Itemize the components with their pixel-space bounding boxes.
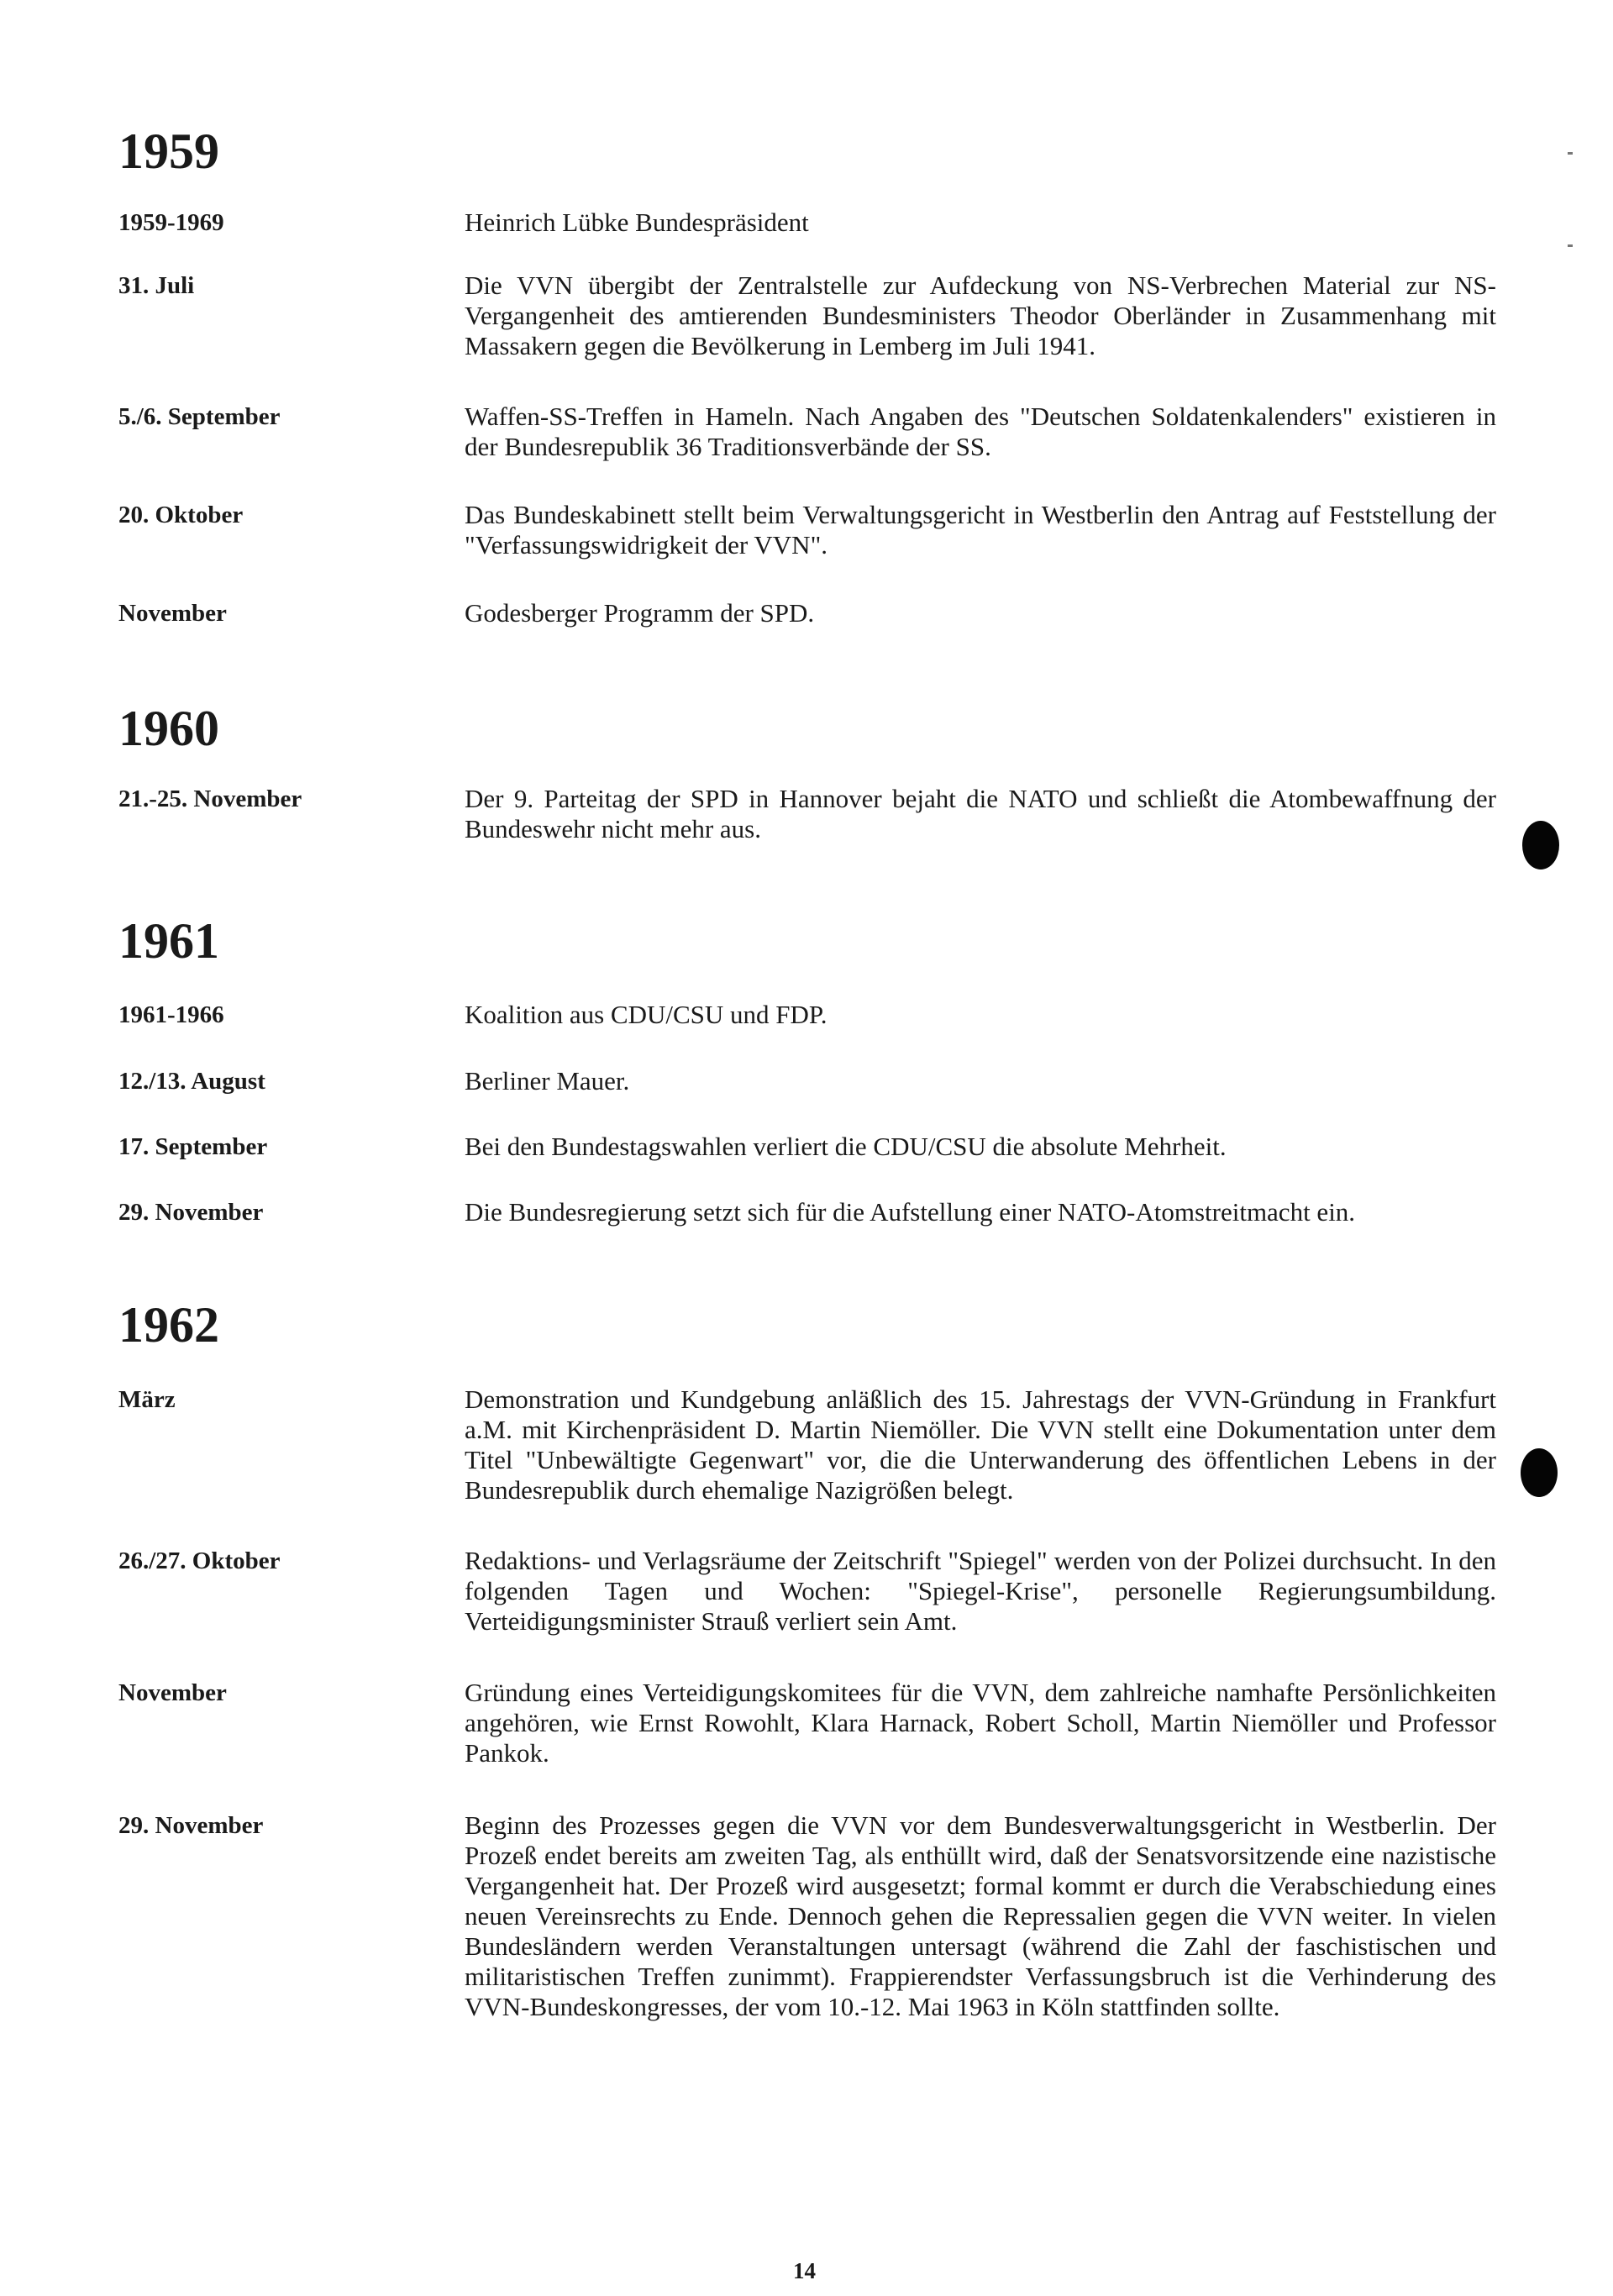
entry-date: März [118, 1386, 176, 1413]
entry-date: 5./6. September [118, 403, 281, 430]
entry-text: Redaktions- und Verlagsräume der Zeitschrift "Spiegel" werden von der Polizei durchsucht. In den folgenden Tagen und Wochen: "Spiegel-Krise", personelle Regierungsumbildung. Verteidigungsminister Strauß verliert sein Amt. [465, 1546, 1496, 1636]
entry-date: 29. November [118, 1812, 264, 1839]
page-number: 14 [793, 2258, 816, 2283]
entry-text: Die VVN übergibt der Zentralstelle zur Aufdeckung von NS-Verbrechen Material zur NS-Vergangenheit des amtierenden Bundesministers Theodor Oberländer in Zusammenhang mit Massakern gegen die Bevölkerung in Lemberg im Juli 1941. [465, 271, 1496, 360]
entry-date: 21.-25. November [118, 785, 302, 812]
entry-date: 1959-1969 [118, 209, 224, 236]
entry-text: Das Bundeskabinett stellt beim Verwaltungsgericht in Westberlin den Antrag auf Feststellung der "Verfassungswidrigkeit der VVN". [465, 500, 1496, 560]
entry-date: 17. September [118, 1133, 268, 1160]
year-heading: 1961 [118, 913, 219, 969]
entry-text: Gründung eines Verteidigungskomitees für die VVN, dem zahlreiche namhafte Persönlichkeiten angehören, wie Ernst Rowohlt, Klara Harnack, Robert Scholl, Martin Niemöller und Professor Pankok. [465, 1678, 1496, 1768]
entry-date: November [118, 600, 227, 627]
entry-date: 1961-1966 [118, 1001, 224, 1028]
entry-text: Demonstration und Kundgebung anläßlich des 15. Jahrestags der VVN-Gründung in Frankfurt a.M. mit Kirchenpräsident D. Martin Niemöller. Die VVN stellt eine Dokumentation unter dem Titel "Unbewältigte Gegenwart" vor, die die Unterwanderung des öffentlichen Lebens in der Bundesrepublik durch ehemalige Nazigrößen belegt. [465, 1384, 1496, 1505]
scan-speck-mark [1568, 152, 1573, 155]
entry-date: November [118, 1679, 227, 1706]
scan-speck-mark [1568, 244, 1573, 247]
entry-text: Die Bundesregierung setzt sich für die Aufstellung einer NATO-Atomstreitmacht ein. [465, 1197, 1356, 1227]
entry-date: 29. November [118, 1199, 264, 1226]
entry-date: 12./13. August [118, 1068, 265, 1095]
entry-text: Berliner Mauer. [465, 1066, 630, 1095]
entry-text: Bei den Bundestagswahlen verliert die CDU/CSU die absolute Mehrheit. [465, 1132, 1227, 1161]
year-heading: 1962 [118, 1297, 219, 1353]
entry-text: Koalition aus CDU/CSU und FDP. [465, 1000, 828, 1029]
year-heading: 1960 [118, 701, 219, 756]
punch-hole-mark [1522, 821, 1559, 870]
entry-text: Heinrich Lübke Bundespräsident [465, 208, 809, 237]
entry-text: Beginn des Prozesses gegen die VVN vor dem Bundesverwaltungsgericht in Westberlin. Der Prozeß endet bereits am zweiten Tag, als enthüllt wird, daß der Senatsvorsitzende eine nazistische Vergangenheit hat. Der Prozeß wird ausgesetzt; formal kommt er durch die Verabschiedung eines neuen Vereinsrechts zu Ende. Dennoch gehen die Repressalien gegen die VVN weiter. In vielen Bundesländern werden Veranstaltungen untersagt (während die Zahl der faschistischen und militaristischen Treffen zunimmt). Frappierendster Verfassungsbruch ist die Verhinderung des VVN-Bundeskongresses, der vom 10.-12. Mai 1963 in Köln stattfinden sollte. [465, 1810, 1496, 2021]
entry-text: Der 9. Parteitag der SPD in Hannover bejaht die NATO und schließt die Atombewaffnung der Bundeswehr nicht mehr aus. [465, 784, 1496, 843]
year-heading: 1959 [118, 123, 219, 179]
entry-date: 31. Juli [118, 272, 195, 299]
entry-text: Godesberger Programm der SPD. [465, 598, 815, 628]
entry-date: 26./27. Oktober [118, 1547, 281, 1574]
entry-date: 20. Oktober [118, 502, 244, 528]
punch-hole-mark [1521, 1448, 1558, 1497]
entry-text: Waffen-SS-Treffen in Hameln. Nach Angaben des "Deutschen Soldatenkalenders" existieren in der Bundesrepublik 36 Traditionsverbände der SS. [465, 402, 1496, 461]
